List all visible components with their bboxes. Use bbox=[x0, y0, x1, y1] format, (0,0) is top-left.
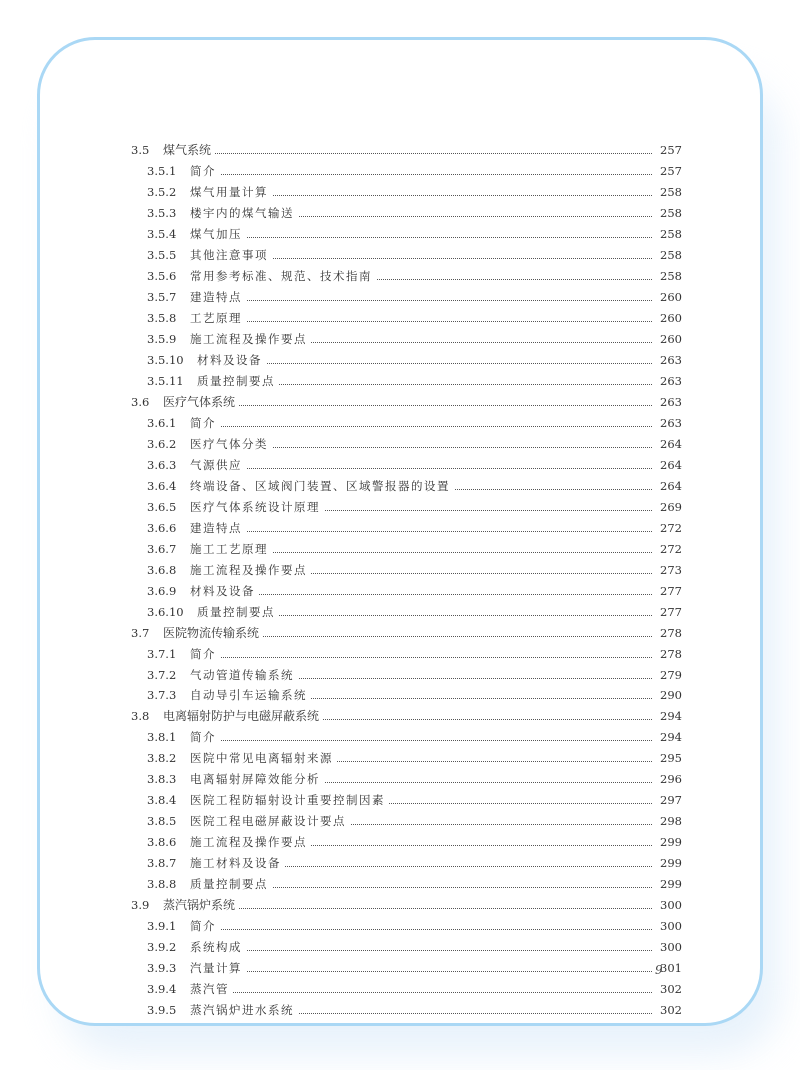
entry-page: 258 bbox=[652, 203, 682, 223]
entry-number: 3.9.3 bbox=[147, 961, 177, 976]
leader-dots bbox=[194, 581, 682, 595]
entry-page: 258 bbox=[652, 245, 682, 265]
leader-dots bbox=[194, 937, 682, 951]
leader-dots bbox=[194, 308, 682, 322]
entry-title: 简介 bbox=[190, 161, 220, 181]
entry-page: 301 bbox=[652, 958, 682, 978]
leader-dots bbox=[194, 287, 682, 301]
leader-dots bbox=[167, 392, 682, 406]
entry-title: 简介 bbox=[190, 727, 220, 747]
entry-number: 3.6.1 bbox=[147, 415, 177, 430]
entry-title: 材料及设备 bbox=[197, 350, 266, 370]
entry-title: 质量控制要点 bbox=[197, 602, 279, 622]
entry-title: 材料及设备 bbox=[190, 581, 259, 601]
entry-number: 3.8.7 bbox=[147, 856, 177, 871]
toc-subsection-entry[interactable] bbox=[0, 853, 800, 873]
entry-title: 煤气加压 bbox=[190, 224, 246, 244]
entry-page: 258 bbox=[652, 224, 682, 244]
toc-subsection-entry[interactable] bbox=[0, 727, 800, 747]
entry-page: 295 bbox=[652, 748, 682, 768]
entry-title: 施工流程及操作要点 bbox=[190, 560, 311, 580]
entry-number: 3.8.1 bbox=[147, 730, 177, 745]
entry-page: 257 bbox=[652, 140, 682, 160]
entry-page: 300 bbox=[652, 937, 682, 957]
entry-page: 294 bbox=[652, 727, 682, 747]
entry-title: 质量控制要点 bbox=[190, 874, 272, 894]
entry-title: 医院工程防辐射设计重要控制因素 bbox=[190, 790, 389, 810]
toc-subsection-entry[interactable] bbox=[0, 685, 800, 705]
entry-page: 260 bbox=[652, 287, 682, 307]
entry-title: 施工材料及设备 bbox=[190, 853, 285, 873]
entry-number: 3.6.3 bbox=[147, 457, 177, 472]
toc-subsection-entry[interactable] bbox=[0, 182, 800, 202]
entry-number: 3.8.4 bbox=[147, 793, 177, 808]
entry-number: 3.7.3 bbox=[147, 688, 177, 703]
entry-page: 258 bbox=[652, 266, 682, 286]
leader-dots bbox=[194, 916, 682, 930]
entry-title: 医疗气体系统 bbox=[163, 392, 239, 412]
entry-title: 质量控制要点 bbox=[197, 371, 279, 391]
entry-page: 300 bbox=[652, 916, 682, 936]
entry-page: 257 bbox=[652, 161, 682, 181]
entry-page: 302 bbox=[652, 979, 682, 999]
entry-number: 3.7.2 bbox=[147, 667, 177, 682]
entry-title: 简介 bbox=[190, 916, 220, 936]
entry-page: 298 bbox=[652, 811, 682, 831]
toc-subsection-entry[interactable] bbox=[0, 916, 800, 936]
entry-number: 3.5.7 bbox=[147, 289, 177, 304]
toc-subsection-entry[interactable] bbox=[0, 560, 800, 580]
entry-page: 264 bbox=[652, 455, 682, 475]
toc-subsection-entry[interactable] bbox=[0, 748, 800, 768]
entry-number: 3.5.8 bbox=[147, 310, 177, 325]
entry-number: 3.5.9 bbox=[147, 331, 177, 346]
entry-number: 3.9.5 bbox=[147, 1003, 177, 1018]
leader-dots bbox=[194, 727, 682, 741]
page-number: 9 bbox=[655, 963, 663, 977]
toc-subsection-entry[interactable] bbox=[0, 979, 800, 999]
entry-number: 3.7 bbox=[131, 625, 150, 640]
toc-subsection-entry[interactable] bbox=[0, 874, 800, 894]
entry-title: 终端设备、区域阀门装置、区域警报器的设置 bbox=[190, 476, 454, 496]
entry-number: 3.8 bbox=[131, 709, 150, 724]
entry-title: 医疗气体分类 bbox=[190, 434, 272, 454]
toc-subsection-entry[interactable] bbox=[0, 602, 800, 622]
entry-number: 3.7.1 bbox=[147, 646, 177, 661]
toc-subsection-entry[interactable] bbox=[0, 455, 800, 475]
entry-title: 煤气系统 bbox=[163, 140, 215, 160]
toc-subsection-entry[interactable] bbox=[0, 769, 800, 789]
entry-page: 278 bbox=[652, 623, 682, 643]
entry-page: 300 bbox=[652, 895, 682, 915]
entry-number: 3.5.10 bbox=[147, 352, 184, 367]
entry-page: 299 bbox=[652, 874, 682, 894]
toc-subsection-entry[interactable] bbox=[0, 161, 800, 181]
toc-subsection-entry[interactable] bbox=[0, 203, 800, 223]
entry-number: 3.9.2 bbox=[147, 940, 177, 955]
entry-page: 264 bbox=[652, 476, 682, 496]
entry-number: 3.5.4 bbox=[147, 226, 177, 241]
entry-page: 264 bbox=[652, 434, 682, 454]
leader-dots bbox=[194, 455, 682, 469]
entry-title: 气源供应 bbox=[190, 455, 246, 475]
entry-page: 297 bbox=[652, 790, 682, 810]
leader-dots bbox=[194, 958, 682, 972]
toc-subsection-entry[interactable] bbox=[0, 644, 800, 664]
leader-dots bbox=[201, 350, 682, 364]
entry-page: 278 bbox=[652, 644, 682, 664]
entry-title: 医院中常见电离辐射来源 bbox=[190, 748, 337, 768]
entry-title: 蒸汽锅炉进水系统 bbox=[190, 1000, 298, 1020]
toc-subsection-entry[interactable] bbox=[0, 665, 800, 685]
toc-section-entry[interactable] bbox=[0, 706, 800, 726]
entry-title: 施工流程及操作要点 bbox=[190, 832, 311, 852]
entry-page: 290 bbox=[652, 685, 682, 705]
entry-page: 260 bbox=[652, 308, 682, 328]
entry-title: 蒸汽管 bbox=[190, 979, 233, 999]
entry-title: 煤气用量计算 bbox=[190, 182, 272, 202]
entry-title: 楼宇内的煤气输送 bbox=[190, 203, 298, 223]
entry-title: 汽量计算 bbox=[190, 958, 246, 978]
leader-dots bbox=[194, 224, 682, 238]
entry-number: 3.6.2 bbox=[147, 436, 177, 451]
entry-number: 3.8.6 bbox=[147, 835, 177, 850]
toc-subsection-entry[interactable] bbox=[0, 329, 800, 349]
entry-number: 3.6.7 bbox=[147, 541, 177, 556]
entry-number: 3.8.2 bbox=[147, 751, 177, 766]
entry-page: 263 bbox=[652, 392, 682, 412]
toc-subsection-entry[interactable] bbox=[0, 371, 800, 391]
toc-section-entry[interactable] bbox=[0, 895, 800, 915]
entry-number: 3.5.5 bbox=[147, 247, 177, 262]
entry-page: 277 bbox=[652, 581, 682, 601]
entry-page: 302 bbox=[652, 1000, 682, 1020]
entry-title: 常用参考标准、规范、技术指南 bbox=[190, 266, 376, 286]
entry-title: 工艺原理 bbox=[190, 308, 246, 328]
entry-page: 296 bbox=[652, 769, 682, 789]
entry-number: 3.8.3 bbox=[147, 772, 177, 787]
entry-number: 3.6 bbox=[131, 394, 150, 409]
entry-page: 279 bbox=[652, 665, 682, 685]
toc-subsection-entry[interactable] bbox=[0, 958, 800, 978]
toc-subsection-entry[interactable] bbox=[0, 832, 800, 852]
entry-title: 电离辐射防护与电磁屏蔽系统 bbox=[163, 706, 323, 726]
toc-subsection-entry[interactable] bbox=[0, 287, 800, 307]
entry-title: 施工流程及操作要点 bbox=[190, 329, 311, 349]
toc-subsection-entry[interactable] bbox=[0, 497, 800, 517]
entry-number: 3.6.10 bbox=[147, 604, 184, 619]
entry-title: 医院工程电磁屏蔽设计要点 bbox=[190, 811, 350, 831]
entry-title: 气动管道传输系统 bbox=[190, 665, 298, 685]
entry-number: 3.6.5 bbox=[147, 499, 177, 514]
entry-page: 277 bbox=[652, 602, 682, 622]
entry-page: 263 bbox=[652, 371, 682, 391]
entry-number: 3.6.6 bbox=[147, 520, 177, 535]
toc-subsection-entry[interactable] bbox=[0, 413, 800, 433]
entry-title: 简介 bbox=[190, 413, 220, 433]
entry-number: 3.9 bbox=[131, 898, 150, 913]
toc-subsection-entry[interactable] bbox=[0, 434, 800, 454]
entry-title: 简介 bbox=[190, 644, 220, 664]
toc-subsection-entry[interactable] bbox=[0, 1000, 800, 1020]
toc-subsection-entry[interactable] bbox=[0, 266, 800, 286]
entry-page: 299 bbox=[652, 853, 682, 873]
entry-number: 3.9.1 bbox=[147, 919, 177, 934]
toc-subsection-entry[interactable] bbox=[0, 937, 800, 957]
entry-number: 3.5 bbox=[131, 143, 150, 157]
entry-number: 3.6.4 bbox=[147, 478, 177, 493]
toc-subsection-entry[interactable] bbox=[0, 245, 800, 265]
entry-number: 3.9.4 bbox=[147, 982, 177, 997]
entry-page: 260 bbox=[652, 329, 682, 349]
entry-title: 自动导引车运输系统 bbox=[190, 685, 311, 705]
entry-number: 3.5.1 bbox=[147, 163, 177, 178]
entry-page: 263 bbox=[652, 350, 682, 370]
entry-number: 3.8.8 bbox=[147, 877, 177, 892]
toc-subsection-entry[interactable] bbox=[0, 811, 800, 831]
leader-dots bbox=[167, 140, 682, 154]
entry-page: 273 bbox=[652, 560, 682, 580]
toc-subsection-entry[interactable] bbox=[0, 308, 800, 328]
entry-number: 3.5.11 bbox=[147, 373, 184, 388]
entry-number: 3.6.9 bbox=[147, 583, 177, 598]
toc-subsection-entry[interactable] bbox=[0, 790, 800, 810]
entry-page: 258 bbox=[652, 182, 682, 202]
toc-subsection-entry[interactable] bbox=[0, 518, 800, 538]
toc-section-entry[interactable] bbox=[0, 392, 800, 412]
toc-section-entry[interactable] bbox=[0, 623, 800, 643]
leader-dots bbox=[194, 644, 682, 658]
entry-title: 医疗气体系统设计原理 bbox=[190, 497, 324, 517]
entry-page: 294 bbox=[652, 706, 682, 726]
entry-page: 272 bbox=[652, 539, 682, 559]
entry-title: 系统构成 bbox=[190, 937, 246, 957]
entry-number: 3.5.3 bbox=[147, 205, 177, 220]
entry-number: 3.5.6 bbox=[147, 268, 177, 283]
leader-dots bbox=[194, 979, 682, 993]
entry-page: 263 bbox=[652, 413, 682, 433]
toc-subsection-entry[interactable] bbox=[0, 224, 800, 244]
entry-title: 建造特点 bbox=[190, 287, 246, 307]
leader-dots bbox=[194, 518, 682, 532]
entry-title: 其他注意事项 bbox=[190, 245, 272, 265]
leader-dots bbox=[194, 413, 682, 427]
toc-subsection-entry[interactable] bbox=[0, 476, 800, 496]
entry-number: 3.5.2 bbox=[147, 184, 177, 199]
entry-title: 施工工艺原理 bbox=[190, 539, 272, 559]
entry-page: 272 bbox=[652, 518, 682, 538]
entry-title: 建造特点 bbox=[190, 518, 246, 538]
entry-title: 蒸汽锅炉系统 bbox=[163, 895, 239, 915]
entry-title: 医院物流传输系统 bbox=[163, 623, 263, 643]
entry-page: 269 bbox=[652, 497, 682, 517]
entry-page: 299 bbox=[652, 832, 682, 852]
toc-subsection-entry[interactable] bbox=[0, 539, 800, 559]
entry-number: 3.8.5 bbox=[147, 814, 177, 829]
leader-dots bbox=[167, 895, 682, 909]
toc-section-entry[interactable] bbox=[0, 140, 800, 160]
toc-subsection-entry[interactable] bbox=[0, 581, 800, 601]
entry-number: 3.6.8 bbox=[147, 562, 177, 577]
entry-title: 电离辐射屏障效能分析 bbox=[190, 769, 324, 789]
leader-dots bbox=[194, 161, 682, 175]
toc-subsection-entry[interactable] bbox=[0, 350, 800, 370]
